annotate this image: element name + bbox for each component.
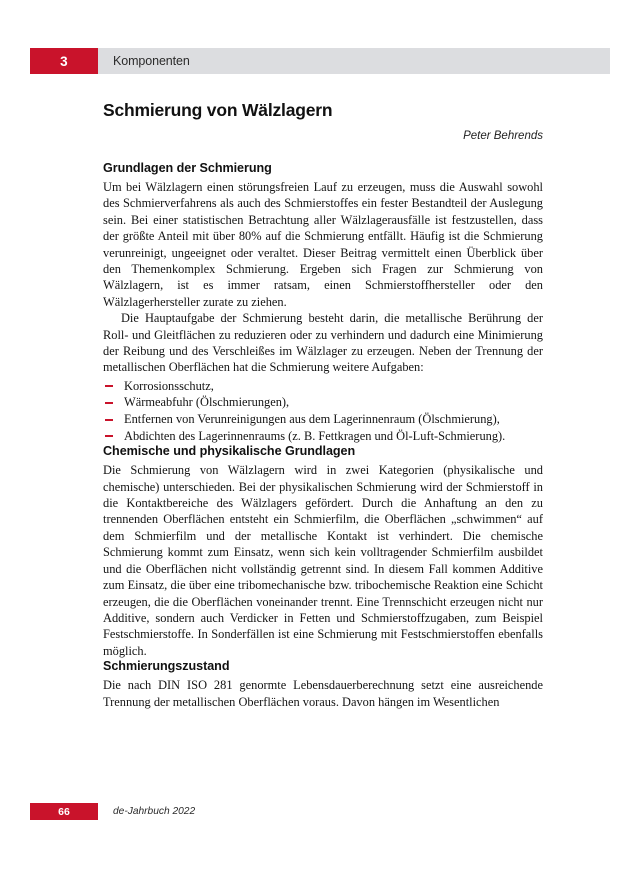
dash-bullet-icon bbox=[105, 419, 113, 421]
list-item-label: Abdichten des Lagerinnenraums (z. B. Fettkragen und Öl-Luft-Schmierung). bbox=[124, 428, 506, 443]
article-author: Peter Behrends bbox=[463, 130, 543, 142]
list-item-label: Korrosionsschutz, bbox=[124, 378, 214, 393]
list-item bbox=[103, 378, 543, 395]
section-heading-chemische: Chemische und physikalische Grundlagen bbox=[103, 444, 356, 459]
chapter-title-label: Komponenten bbox=[113, 54, 190, 68]
chapter-title-bar bbox=[98, 48, 610, 74]
paragraph: Die Schmierung von Wälzlagern wird in zwei Kategorien (physikalische und chemische) unterschieden. Bei der physikalischen Schmierung wird der Schmierstoff in die Kontaktbereiche des Wälzlagers gefördert. Durch die Anhaftung an den zu trennenden Oberflächen entsteht ein Schmierfilm, die Oberflächen „schwimmen“ auf dem Schmierfilm und der metallische Kontakt ist verhindert. Die chemische Schmierung kommt zum Einsatz, wenn sich kein volltragender Schmierfilm ausbildet und die Oberflächen nicht vollständig getrennt sind. In diesem Fall kommen Additive zum Einsatz, die über eine tribomechanische bzw. tribochemische Reaktion eine Schicht erzeugen, die die Oberflächen voneinander trennt. Eine Trennschicht erzeugen nicht nur Additive, sondern auch Verdicker in Fetten und Schmierstoffzugaben, zum Beispiel Festschmierstoffe. In Sonderfällen ist eine Schmierung mit Festschmierstoffen ebenfalls möglich. bbox=[103, 463, 543, 658]
page-number-badge: 66 bbox=[30, 803, 98, 820]
paragraph: Um bei Wälzlagern einen störungsfreien Lauf zu erzeugen, muss die Auswahl sowohl des Schmierverfahrens als auch des Schmierstoffes ein fester Bestandteil der Auslegung sein. Bei einer statistischen Betrachtung aller Wälzlagerausfälle ist festzustellen, dass der größte Anteil mit über 80% auf die Schmierung entfällt. Häufig ist die Schmierung verunreinigt, ungeeignet oder veraltet. Dieser Beitrag vermittelt einen Überblick über den Themenkomplex Schmierung. Ergeben sich Fragen zur Schmierung von Wälzlagern, ist es immer ratsam, einen Schmierstoffhersteller oder den Wälzlagerhersteller zurate zu ziehen. bbox=[103, 180, 543, 309]
list-item bbox=[103, 411, 543, 428]
bullet-list bbox=[103, 378, 543, 444]
list-item-label: Entfernen von Verunreinigungen aus dem Lagerinnenraum (Ölschmierung), bbox=[124, 412, 500, 427]
content-column bbox=[103, 100, 543, 710]
section-heading-grundlagen: Grundlagen der Schmierung bbox=[103, 161, 272, 175]
dash-bullet-icon bbox=[105, 385, 113, 387]
section-heading-schmierungszustand: Schmierungszustand bbox=[103, 659, 230, 674]
paragraph: Die nach DIN ISO 281 genormte Lebensdauerberechnung setzt eine ausreichende Trennung der metallischen Oberflächen voraus. Davon hängen im Wesentlichen bbox=[103, 678, 543, 709]
chapter-number-badge: 3 bbox=[30, 48, 98, 74]
dash-bullet-icon bbox=[105, 402, 113, 404]
list-item-label: Wärmeabfuhr (Ölschmierungen), bbox=[124, 395, 290, 410]
list-item bbox=[103, 428, 543, 445]
paragraph: Die Hauptaufgabe der Schmierung besteht darin, die metallische Berührung der Roll- und Gleitflächen zu reduzieren oder zu verhindern und dadurch eine Minimierung der Reibung und des Verschleißes im Wälzlager zu erzeugen. Neben der Trennung der metallischen Oberflächen hat die Schmierung weitere Aufgaben: bbox=[103, 311, 543, 375]
article-title: Schmierung von Wälzlagern bbox=[103, 100, 333, 120]
publication-label: de-Jahrbuch 2022 bbox=[113, 806, 196, 817]
page-footer bbox=[30, 803, 610, 820]
list-item bbox=[103, 394, 543, 411]
running-header bbox=[30, 48, 610, 74]
dash-bullet-icon bbox=[105, 435, 113, 437]
